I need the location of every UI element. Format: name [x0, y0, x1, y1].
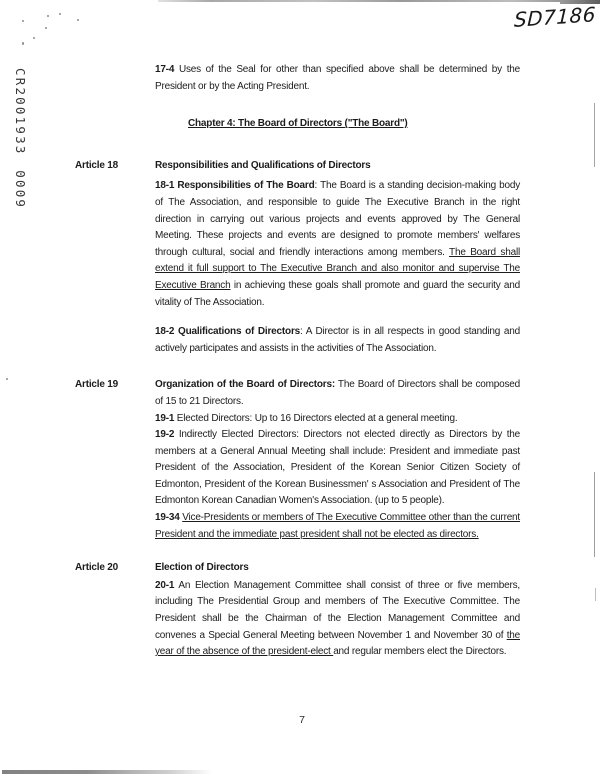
- clause-19-2-text: Indirectly Elected Directors: Directors not elected directly as Directors by the members at a General Annual Meeting shall include: President and immediate past President of the Association, President of the Korean Senior Citizen Society of Edmonton, President of the Korean Businessmen' s Association and President of The Edmonton Korean Canadian Women's Association. (up to 5 people).: [155, 429, 520, 507]
- clause-19-34: [155, 510, 520, 543]
- scan-artifact-bottom-bar: [2, 770, 212, 774]
- scan-speck: [33, 37, 35, 39]
- clause-20-1-number: 20-1: [155, 579, 175, 591]
- article-18-label: Article 18: [75, 159, 119, 171]
- scan-speck: [59, 13, 61, 15]
- page-number: 7: [299, 714, 305, 726]
- article-19-label: Article 19: [75, 379, 119, 391]
- clause-18-2-lead: 18-2 Qualifications of Directors: [155, 326, 300, 338]
- clause-18-1-text: : The Board is a standing decision-making body of The Association, and responsible to guide The Executive Branch in the right direction in carrying out various projects and events approved by The General Meeting. These projects and events are designed to promote members' welfares through cultural, social and friendly interactions among members.: [155, 180, 520, 258]
- clause-18-1-lead: 18-1 Responsibilities of The Board: [155, 180, 315, 192]
- clause-18-2-text: : A Director is in all respects in good standing and actively participates and assists in the activities of The Association.: [155, 326, 520, 354]
- article-18-heading: Responsibilities and Qualifications of Directors: [155, 159, 371, 171]
- article-19-heading-text: The Board of Directors shall be composed of 15 to 21 Directors.: [155, 379, 521, 407]
- article-19-heading-bold: Organization of the Board of Directors:: [155, 379, 335, 391]
- scan-artifact-right-mark: [594, 472, 595, 557]
- clause-19-2: [155, 427, 520, 510]
- scan-artifact-right-mark: [595, 588, 596, 601]
- scan-artifact-right-mark: [594, 103, 595, 167]
- clause-19-34-number: 19-34: [155, 512, 183, 524]
- clause-19-2-number: 19-2: [155, 429, 175, 441]
- scan-speck: [77, 19, 79, 21]
- scan-speck: [22, 42, 24, 45]
- clause-20-1: [155, 578, 520, 661]
- scan-speck: [22, 20, 24, 22]
- clause-18-2: [155, 324, 520, 357]
- clause-19-1-number: 19-1: [155, 412, 175, 424]
- article-20: [75, 560, 520, 661]
- document-body: [75, 62, 520, 661]
- clause-19-1-text: Elected Directors: Up to 16 Directors elected at a general meeting.: [174, 412, 458, 424]
- clause-20-1-underlined: the year of the absence of the president-elect: [155, 629, 520, 658]
- clause-18-1: [155, 178, 520, 311]
- handwritten-code: SD7186: [513, 2, 597, 32]
- chapter-heading: Chapter 4: The Board of Directors ("The Board"): [188, 118, 408, 130]
- scan-speck: [6, 378, 8, 380]
- scan-speck: [47, 15, 49, 17]
- clause-18-1-underlined: The Board shall extend it full support to The Executive Branch and also monitor and supervise The Executive Branch: [155, 246, 520, 291]
- clause-18-1-tail: in achieving these goals shall promote and guard the security and vitality of The Association.: [155, 279, 520, 308]
- scan-speck: [45, 27, 47, 29]
- clause-19-34-underlined: Vice-Presidents or members of The Executive Committee other than the current President and the immediate past president shall not be elected as directors.: [155, 512, 520, 540]
- clause-17-4-number: 17-4: [155, 64, 175, 75]
- clause-19-1: [155, 411, 520, 428]
- clause-17-4: [155, 62, 520, 95]
- article-19-heading: [155, 377, 520, 410]
- chapter-heading-row: [188, 116, 520, 133]
- article-20-label: Article 20: [75, 562, 119, 574]
- article-20-heading: Election of Directors: [155, 562, 249, 574]
- article-18: [75, 158, 520, 358]
- clause-20-1-tail: and regular members elect the Directors.: [333, 646, 507, 658]
- article-19: [75, 377, 520, 543]
- clause-20-1-text: An Election Management Committee shall consist of three or five members, including The Presidential Group and members of The Executive Committee. The President shall be the Chairman of the Election Management Committee and convenes a Special General Meeting between November 1 and November 30 of: [155, 579, 520, 641]
- scan-artifact-top-line: [158, 0, 600, 2]
- clause-17-4-text: Uses of the Seal for other than specified above shall be determined by the President or by the Acting President.: [155, 64, 520, 92]
- microfilm-stamp: CR2001933 0009: [13, 68, 28, 210]
